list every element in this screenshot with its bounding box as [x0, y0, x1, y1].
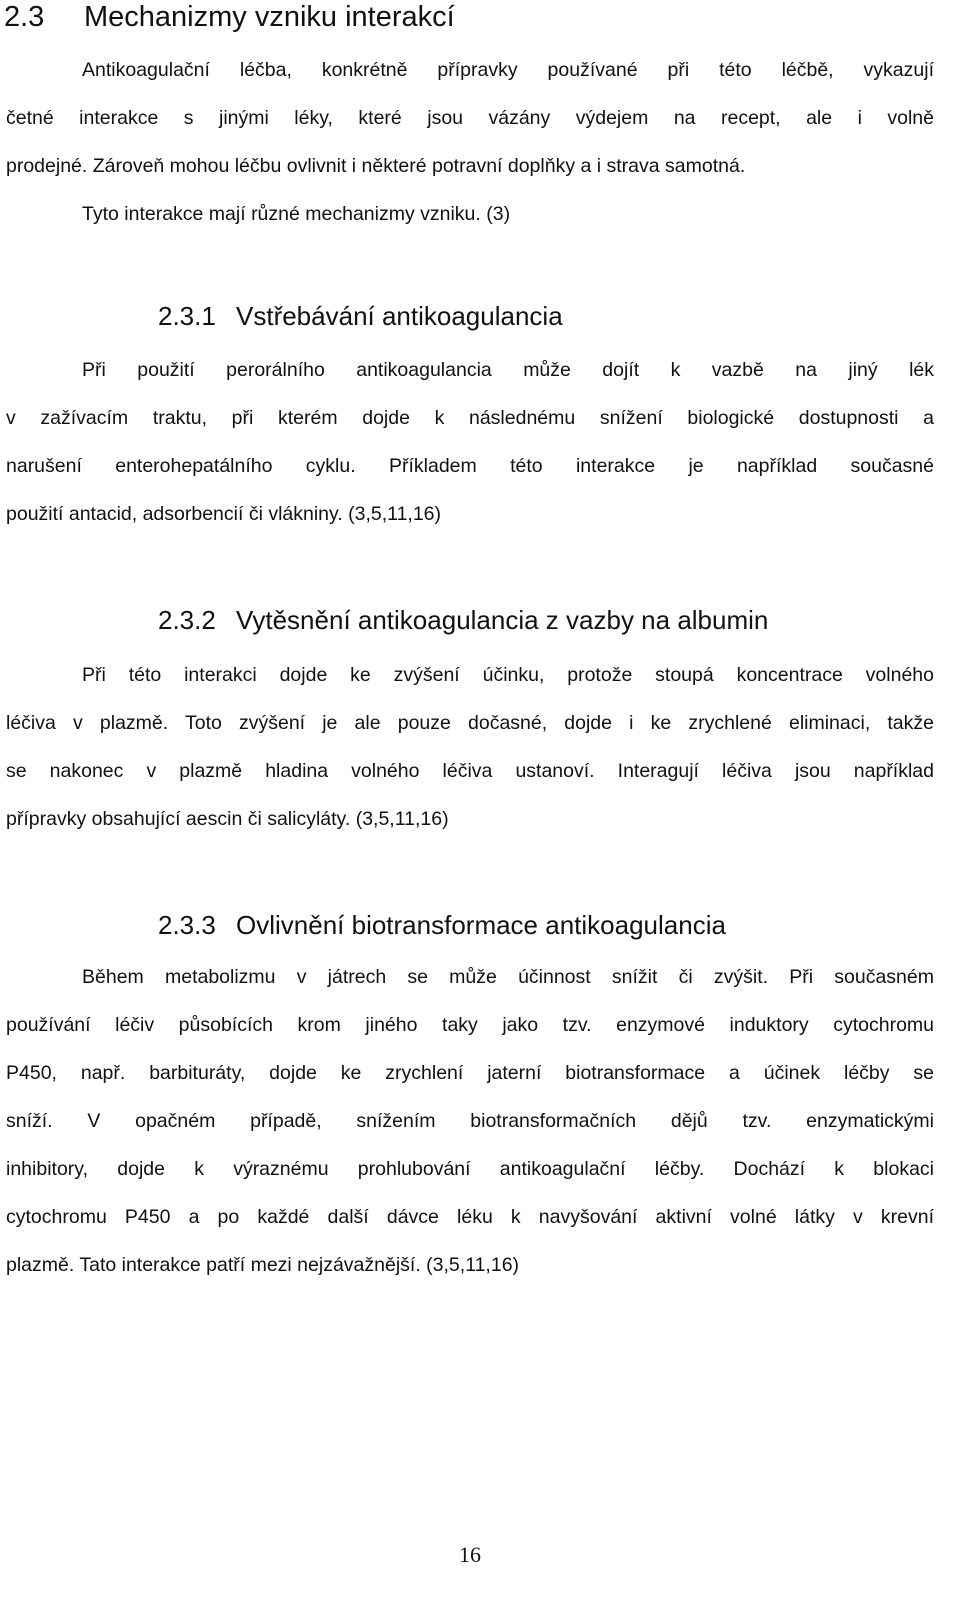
section-title: Mechanizmy vzniku interakcí: [84, 1, 455, 33]
paragraph-line: Při této interakci dojde ke zvýšení účinku, protože stoupá koncentrace volného: [82, 664, 934, 686]
paragraph-2-3-2: [6, 651, 934, 843]
paragraph-line: inhibitory, dojde k výraznému prohlubování antikoagulační léčby. Dochází k blokaci: [6, 1158, 934, 1180]
subsection-heading-2-3-3: [158, 909, 726, 941]
paragraph-line: Tyto interakce mají různé mechanizmy vzniku. (3): [82, 203, 511, 225]
subsection-title: Ovlivnění biotransformace antikoagulancia: [236, 910, 726, 940]
paragraph-line: přípravky obsahující aescin či salicyláty. (3,5,11,16): [6, 808, 449, 830]
paragraph-line: Při použití perorálního antikoagulancia může dojít k vazbě na jiný lék: [82, 359, 934, 381]
subsection-heading-2-3-1: [158, 300, 563, 332]
subsection-title: Vytěsnění antikoagulancia z vazby na albumin: [236, 605, 769, 635]
paragraph-line: narušení enterohepatálního cyklu. Příkladem této interakce je například současné: [6, 455, 934, 477]
paragraph-line: Během metabolizmu v játrech se může účinnost snížit či zvýšit. Při současném: [82, 966, 934, 988]
paragraph-2-3-3: [6, 953, 934, 1289]
section-number: 2.3: [4, 1, 45, 33]
paragraph-line: cytochromu P450 a po každé další dávce léku k navyšování aktivní volné látky v krevní: [6, 1206, 934, 1228]
paragraph-2-3-1: [6, 346, 934, 538]
paragraph-line: plazmě. Tato interakce patří mezi nejzávažnější. (3,5,11,16): [6, 1254, 520, 1276]
paragraph-line: v zažívacím traktu, při kterém dojde k následnému snížení biologické dostupnosti a: [6, 407, 934, 429]
paragraph-line: léčiva v plazmě. Toto zvýšení je ale pouze dočasné, dojde i ke zrychlené eliminaci, takže: [6, 712, 934, 734]
paragraph-line: sníží. V opačném případě, snížením biotransformačních dějů tzv. enzymatickými: [6, 1110, 934, 1132]
subsection-number: 2.3.2: [158, 605, 216, 635]
paragraph-line: použití antacid, adsorbencií či vlákniny. (3,5,11,16): [6, 503, 442, 525]
paragraph-line: používání léčiv působících krom jiného taky jako tzv. enzymové induktory cytochromu: [6, 1014, 934, 1036]
paragraph-line: četné interakce s jinými léky, které jsou vázány výdejem na recept, ale i volně: [6, 107, 934, 129]
paragraph-line: Antikoagulační léčba, konkrétně přípravky používané při této léčbě, vykazují: [82, 59, 934, 81]
paragraph-line: P450, např. barbituráty, dojde ke zrychlení jaterní biotransformace a účinek léčby se: [6, 1062, 934, 1084]
subsection-title: Vstřebávání antikoagulancia: [236, 301, 563, 331]
paragraph-line: se nakonec v plazmě hladina volného léčiva ustanoví. Interagují léčiva jsou například: [6, 760, 934, 782]
section-heading: [4, 0, 455, 34]
subsection-number: 2.3.3: [158, 910, 216, 940]
subsection-heading-2-3-2: [158, 604, 768, 636]
page-number: 16: [459, 1542, 481, 1567]
subsection-number: 2.3.1: [158, 301, 216, 331]
paragraph-line: prodejné. Zároveň mohou léčbu ovlivnit i některé potravní doplňky a i strava samotná.: [6, 155, 746, 177]
intro-paragraph: [6, 46, 934, 238]
